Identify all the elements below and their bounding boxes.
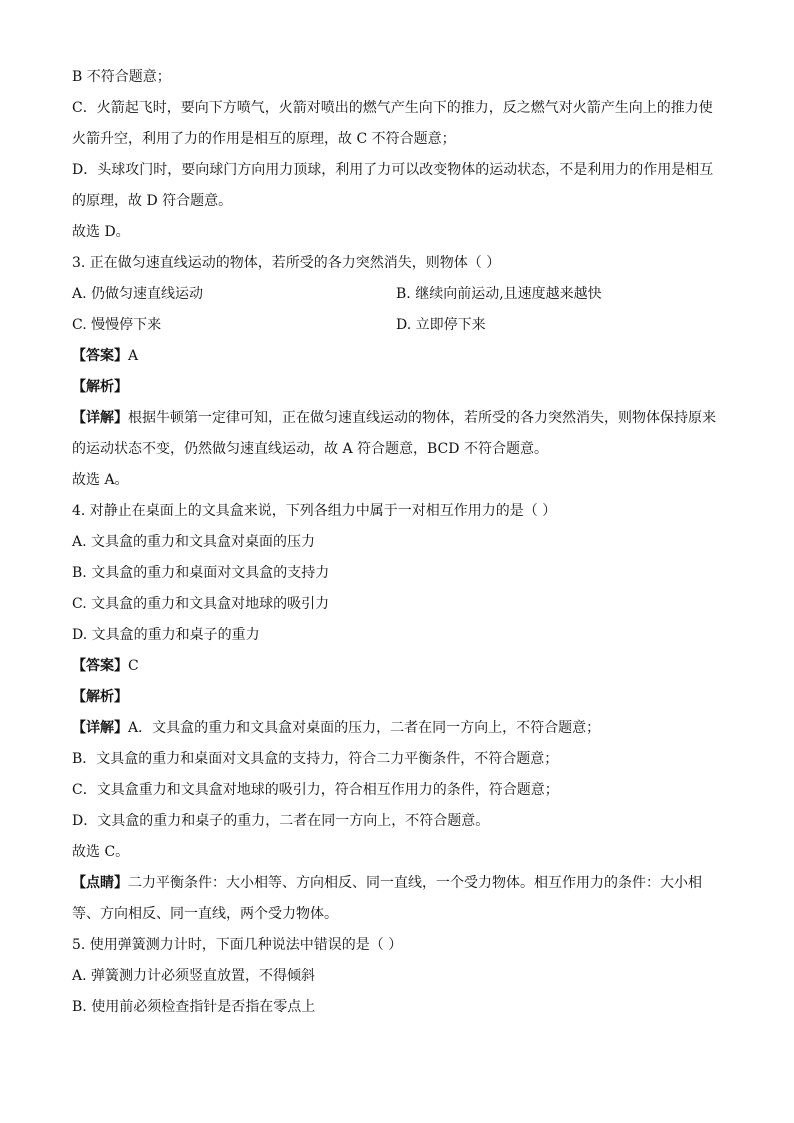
detail-text: A．文具盒的重力和文具盒对桌面的压力，二者在同一方向上，不符合题意； xyxy=(128,720,601,736)
question-4-option-a: A. 文具盒的重力和文具盒对桌面的压力 xyxy=(72,534,316,550)
text-line: D．头球攻门时，要向球门方向用力顶球，利用了力可以改变物体的运动状态，不是利用力的作用是相互 xyxy=(72,162,714,178)
text-line: C．火箭起飞时，要向下方喷气，火箭对喷出的燃气产生向下的推力，反之燃气对火箭产生向上的推力使 xyxy=(72,100,713,116)
question-4-detail-c: C．文具盒重力和文具盒对地球的吸引力，符合相互作用力的条件，符合题意； xyxy=(72,782,559,798)
question-4-note xyxy=(72,873,702,893)
question-4-analysis-tag: 【解析】 xyxy=(72,689,128,705)
question-3-stem: 3. 正在做匀速直线运动的物体，若所受的各力突然消失，则物体（ ） xyxy=(72,255,501,271)
question-3-answer xyxy=(72,346,138,366)
detail-tag: 【详解】 xyxy=(72,720,128,736)
question-5-option-a: A. 弹簧测力计必须竖直放置，不得倾斜 xyxy=(72,968,316,984)
question-4-conclusion: 故选 C。 xyxy=(72,844,130,860)
question-4-note-cont: 等、方向相反、同一直线，两个受力物体。 xyxy=(72,906,338,922)
question-3-option-b: B. 继续向前运动,且速度越来越快 xyxy=(396,286,602,302)
question-4-detail-d: D．文具盒的重力和桌子的重力，二者在同一方向上，不符合题意。 xyxy=(72,813,490,829)
question-3-detail xyxy=(72,408,716,428)
detail-text: 根据牛顿第一定律可知，正在做匀速直线运动的物体，若所受的各力突然消失，则物体保持原来 xyxy=(128,410,716,426)
question-4-detail-b: B．文具盒的重力和桌面对文具盒的支持力，符合二力平衡条件，不符合题意； xyxy=(72,751,559,767)
text-line: 故选 D。 xyxy=(72,224,130,240)
answer-value: C xyxy=(128,658,139,674)
question-3-analysis-tag: 【解析】 xyxy=(72,379,128,395)
question-3-conclusion: 故选 A。 xyxy=(72,472,129,488)
answer-tag: 【答案】 xyxy=(72,658,128,674)
answer-tag: 【答案】 xyxy=(72,348,128,364)
question-3-option-a: A. 仍做匀速直线运动 xyxy=(72,286,204,302)
question-4-option-d: D. 文具盒的重力和桌子的重力 xyxy=(72,627,260,643)
question-3-detail-cont: 的运动状态不变，仍然做匀速直线运动，故 A 符合题意，BCD 不符合题意。 xyxy=(72,441,548,457)
note-text: 二力平衡条件：大小相等、方向相反、同一直线，一个受力物体。相互作用力的条件：大小相 xyxy=(128,875,702,891)
question-4-detail xyxy=(72,718,600,738)
question-4-option-b: B. 文具盒的重力和桌面对文具盒的支持力 xyxy=(72,565,330,581)
detail-tag: 【详解】 xyxy=(72,410,128,426)
text-line: 的原理，故 D 符合题意。 xyxy=(72,193,233,209)
text-line: B 不符合题意； xyxy=(72,69,171,85)
question-4-answer xyxy=(72,656,139,676)
question-3-option-c: C. 慢慢停下来 xyxy=(72,317,162,333)
question-3-option-d: D. 立即停下来 xyxy=(396,317,486,333)
question-5-stem: 5. 使用弹簧测力计时，下面几种说法中错误的是（ ） xyxy=(72,937,403,953)
text-line: 火箭升空，利用了力的作用是相互的原理，故 C 不符合题意； xyxy=(72,131,456,147)
note-tag: 【点睛】 xyxy=(72,875,128,891)
question-4-stem: 4. 对静止在桌面上的文具盒来说，下列各组力中属于一对相互作用力的是（ ） xyxy=(72,503,557,519)
answer-value: A xyxy=(128,348,139,364)
question-4-option-c: C. 文具盒的重力和文具盒对地球的吸引力 xyxy=(72,596,330,612)
question-5-option-b: B. 使用前必须检查指针是否指在零点上 xyxy=(72,999,316,1015)
